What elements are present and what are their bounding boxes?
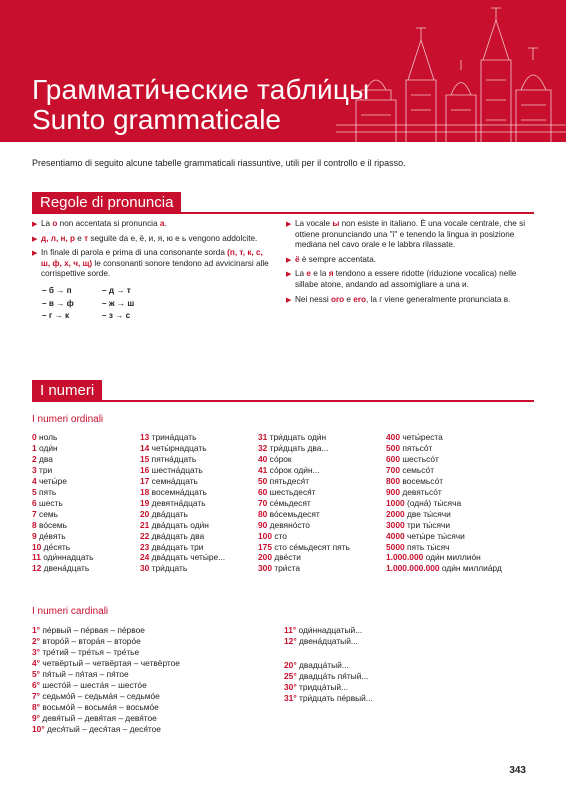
number-row xyxy=(386,531,536,542)
number-value: 22 xyxy=(140,530,150,541)
numbers-column-1 xyxy=(32,432,140,574)
consonant-pair: – з → с xyxy=(102,311,131,321)
number-word: пятна́дцать xyxy=(151,453,197,464)
number-word: шесть xyxy=(39,497,63,508)
number-word: девяно́сто xyxy=(269,519,310,530)
rule-item: ▶ Nei nessi oro e ero, la г viene generalmente pronunciata в. xyxy=(286,295,530,306)
number-value: 4 xyxy=(32,475,37,486)
pronuncia-left-column xyxy=(32,219,272,322)
section-numeri-heading xyxy=(32,380,102,402)
intro-text: Presentiamo di seguito alcune tabelle grammaticali riassuntive, utili per il controllo e il ripasso. xyxy=(32,158,406,168)
pronuncia-right-column xyxy=(286,219,530,309)
number-row xyxy=(258,432,384,443)
section-divider xyxy=(32,400,534,402)
number-value: 8 xyxy=(32,519,37,530)
number-word: четы́рнадцать xyxy=(151,442,207,453)
number-value: 11 xyxy=(32,552,41,563)
number-word: восьмо́й – восьма́я – восьмо́е xyxy=(42,701,159,712)
number-word: шестьдеся́т xyxy=(269,486,316,497)
consonant-pair: – б → п xyxy=(42,285,72,295)
number-value: 700 xyxy=(386,464,400,475)
number-word: три́дцать два... xyxy=(269,442,329,453)
number-value: 2 xyxy=(32,453,37,464)
number-row xyxy=(386,476,536,487)
page-number: 343 xyxy=(509,765,526,776)
number-word: двадца́ть пя́тый... xyxy=(299,670,369,681)
number-row xyxy=(386,542,536,553)
number-word: четы́ре ты́сячи xyxy=(406,530,465,541)
number-row xyxy=(140,542,260,553)
number-word: сто xyxy=(274,530,287,541)
number-row xyxy=(32,563,140,574)
number-word: восемна́дцать xyxy=(151,486,207,497)
number-word: пять xyxy=(39,486,57,497)
number-value: 900 xyxy=(386,486,400,497)
number-word: де́вять xyxy=(39,530,66,541)
number-word: пя́тый – пя́тая – пя́тое xyxy=(42,668,129,679)
number-row xyxy=(32,509,140,520)
number-row xyxy=(386,465,536,476)
number-word: шестна́дцать xyxy=(151,464,203,475)
number-word: девятьсо́т xyxy=(402,486,442,497)
number-row xyxy=(32,669,272,680)
number-word: второ́й – втора́я – второ́е xyxy=(42,635,141,646)
number-value: 5° xyxy=(32,668,41,679)
number-value: 16 xyxy=(140,464,150,475)
number-value: 15 xyxy=(140,453,150,464)
number-value: 2000 xyxy=(386,508,405,519)
number-word: оди́ннадцатый... xyxy=(298,625,363,635)
cardinal-column-2a xyxy=(284,625,524,647)
rule-item: ▶ д, л, н, р e т seguite da e, ё, и, я, ю e ь vengono addolcite. xyxy=(32,234,272,245)
number-word: во́семьдесят xyxy=(269,508,320,519)
number-row xyxy=(386,552,536,563)
number-row xyxy=(32,713,272,724)
number-word: шестьсо́т xyxy=(402,453,439,464)
number-value: 5000 xyxy=(386,541,405,552)
number-value: 3° xyxy=(32,646,41,657)
numbers-column-3 xyxy=(258,432,384,574)
number-value: 40 xyxy=(258,453,268,464)
number-value: 800 xyxy=(386,475,400,486)
number-row xyxy=(32,520,140,531)
number-word: семь xyxy=(39,508,58,519)
number-word: четы́реста xyxy=(402,432,443,442)
number-row xyxy=(140,498,260,509)
number-word: двена́дцатый... xyxy=(299,635,358,646)
number-value: 4° xyxy=(32,657,41,668)
number-word: четы́ре xyxy=(39,475,67,486)
number-row xyxy=(386,487,536,498)
number-value: 1° xyxy=(32,625,41,635)
number-word: две ты́сячи xyxy=(406,508,451,519)
cardinal-column-1 xyxy=(32,625,272,735)
number-row xyxy=(32,702,272,713)
number-value: 1.000.000 xyxy=(386,552,424,563)
consonant-pair: – г → к xyxy=(42,311,70,321)
number-value: 13 xyxy=(140,432,150,442)
number-value: 50 xyxy=(258,475,268,486)
number-row xyxy=(284,693,524,704)
number-row xyxy=(140,454,260,465)
number-value: 3000 xyxy=(386,519,405,530)
number-value: 8° xyxy=(32,701,41,712)
number-word: оди́н миллиа́рд xyxy=(441,563,502,574)
number-row xyxy=(32,432,140,443)
rule-item: ▶ In finale di parola e prima di una consonante sorda (п, т, к, с, ш, ф, х, ч, щ) le consonanti sonore tendono ad avvicinarsi alle corrispettive sorde. xyxy=(32,248,269,279)
number-row xyxy=(32,465,140,476)
bullet-icon: ▶ xyxy=(32,221,38,228)
rule-item: ▶ La vocale ы non esiste in italiano. È una vocale centrale, che si ottiene pronunciando una "i" e tenendo la lingua in posizione mediana nel cavo orale e le labbra rilassate. xyxy=(286,219,526,250)
number-row xyxy=(32,647,272,658)
number-word: пе́рвый – пе́рвая – пе́рвое xyxy=(42,625,145,635)
number-value: 23 xyxy=(140,541,150,552)
number-value: 1 xyxy=(32,442,37,453)
number-row xyxy=(140,509,260,520)
number-word: трина́дцать xyxy=(151,432,197,442)
number-word: три xyxy=(39,464,53,475)
number-row xyxy=(284,682,524,693)
number-value: 90 xyxy=(258,519,268,530)
bullet-icon: ▶ xyxy=(286,221,292,228)
number-row xyxy=(258,531,384,542)
number-row xyxy=(32,636,272,647)
number-value: 19 xyxy=(140,497,150,508)
number-word: два́дцать четы́ре... xyxy=(151,552,226,563)
number-value: 3 xyxy=(32,464,37,475)
number-row xyxy=(140,520,260,531)
number-word: два́дцать оди́н xyxy=(151,519,209,530)
number-row xyxy=(258,520,384,531)
number-word: три́ста xyxy=(274,563,301,574)
kremlin-illustration xyxy=(336,0,566,142)
number-value: 600 xyxy=(386,453,400,464)
number-word: четвёртый – четвёртая – четвёртое xyxy=(42,657,180,668)
number-value: 10° xyxy=(32,723,45,734)
number-word: тридца́тый... xyxy=(299,681,349,692)
bullet-icon: ▶ xyxy=(32,235,38,243)
bullet-icon: ▶ xyxy=(32,250,38,258)
number-word: семьсо́т xyxy=(402,464,435,475)
number-value: 5 xyxy=(32,486,37,497)
bullet-icon: ▶ xyxy=(286,296,292,304)
number-word: со́рок оди́н... xyxy=(269,464,320,475)
number-word: два xyxy=(39,453,53,464)
number-word: три́дцать оди́н xyxy=(269,432,327,442)
number-row xyxy=(258,563,384,574)
number-word: во́семь xyxy=(39,519,67,530)
subheading-ordinali: I numeri ordinali xyxy=(32,414,104,425)
number-value: 10 xyxy=(32,541,42,552)
section-divider xyxy=(32,212,534,214)
number-value: 11° xyxy=(284,625,297,635)
number-row xyxy=(32,552,140,563)
number-word: се́мьдесят xyxy=(269,497,311,508)
rule-item: ▶ La e e la я tendono a essere ridotte (riduzione vocalica) nelle sillabe atone, andando ad assomigliare a una и. xyxy=(286,269,517,289)
number-value: 30° xyxy=(284,681,297,692)
number-value: 31° xyxy=(284,692,297,703)
number-value: 12° xyxy=(284,635,297,646)
number-row xyxy=(32,487,140,498)
number-row xyxy=(140,476,260,487)
number-value: 500 xyxy=(386,442,400,453)
number-word: семна́дцать xyxy=(151,475,198,486)
number-value: 60 xyxy=(258,486,268,497)
number-row xyxy=(258,509,384,520)
number-word: пятьсо́т xyxy=(402,442,433,453)
header-banner xyxy=(0,0,566,142)
number-value: 200 xyxy=(258,552,272,563)
number-row xyxy=(32,531,140,542)
number-word: два́дцать три xyxy=(151,541,204,552)
number-word: де́сять xyxy=(43,541,71,552)
number-word: три ты́сячи xyxy=(406,519,451,530)
number-value: 14 xyxy=(140,442,150,453)
number-row xyxy=(258,465,384,476)
number-value: 1.000.000.000 xyxy=(386,563,440,574)
number-word: пятьдеся́т xyxy=(269,475,310,486)
number-value: 32 xyxy=(258,442,268,453)
number-value: 12 xyxy=(32,563,42,574)
number-row xyxy=(386,432,536,443)
number-value: 0 xyxy=(32,432,37,442)
number-word: деся́тый – деся́тая – деся́тое xyxy=(47,723,161,734)
number-row xyxy=(32,498,140,509)
consonant-pair: – в → ф xyxy=(42,298,74,308)
number-row xyxy=(140,563,260,574)
number-word: девя́тый – девя́тая – девя́тое xyxy=(42,712,157,723)
number-word: три́дцать xyxy=(151,563,188,574)
section-title: Regole di pronuncia xyxy=(32,192,181,214)
number-row xyxy=(140,552,260,563)
number-word: три́дцать пе́рвый... xyxy=(299,692,373,703)
number-value: 9 xyxy=(32,530,37,541)
numbers-column-4 xyxy=(386,432,536,574)
number-value: 30 xyxy=(140,563,150,574)
number-word: шесто́й – шеста́я – шесто́е xyxy=(42,679,147,690)
number-row xyxy=(258,542,384,553)
number-row xyxy=(258,552,384,563)
number-row xyxy=(386,520,536,531)
number-value: 100 xyxy=(258,530,272,541)
number-word: оди́ннадцать xyxy=(43,552,94,563)
numbers-column-2 xyxy=(140,432,260,574)
consonant-pair: – ж → ш xyxy=(102,298,135,308)
number-row xyxy=(284,636,524,647)
number-row xyxy=(140,531,260,542)
number-row xyxy=(140,487,260,498)
number-value: 300 xyxy=(258,563,272,574)
number-row xyxy=(32,680,272,691)
number-value: 20° xyxy=(284,660,297,670)
number-value: 41 xyxy=(258,464,268,475)
number-value: 18 xyxy=(140,486,150,497)
number-word: со́рок xyxy=(269,453,292,464)
number-value: 6 xyxy=(32,497,37,508)
number-value: 70 xyxy=(258,497,268,508)
subheading-cardinali: I numeri cardinali xyxy=(32,606,109,617)
page-title-italian: Sunto grammaticale xyxy=(32,104,282,135)
number-word: двадца́тый... xyxy=(299,660,349,670)
number-row xyxy=(284,660,524,671)
number-row xyxy=(386,563,536,574)
bullet-icon: ▶ xyxy=(286,256,292,264)
number-word: пять ты́сяч xyxy=(406,541,450,552)
number-row xyxy=(258,487,384,498)
number-value: 20 xyxy=(140,508,150,519)
consonant-pairs xyxy=(42,286,272,322)
number-word: оди́н xyxy=(39,442,58,453)
number-word: ноль xyxy=(39,432,58,442)
number-value: 9° xyxy=(32,712,41,723)
number-row xyxy=(258,454,384,465)
number-word: сто се́мьдесят пять xyxy=(274,541,350,552)
number-row xyxy=(32,658,272,669)
number-word: двена́дцать xyxy=(43,563,90,574)
number-row xyxy=(32,476,140,487)
number-row xyxy=(258,498,384,509)
rule-item: ▶ La o non accentata si pronuncia a. xyxy=(32,219,272,230)
number-value: 7 xyxy=(32,508,37,519)
number-word: две́сти xyxy=(274,552,301,563)
rule-item: ▶ ё è sempre accentata. xyxy=(286,255,530,266)
page-title-russian: Граммати́ческие табли́цы xyxy=(32,74,370,105)
number-row xyxy=(32,443,140,454)
number-value: 7° xyxy=(32,690,41,701)
number-row xyxy=(32,625,272,636)
number-word: два́дцать два xyxy=(151,530,205,541)
bullet-icon: ▶ xyxy=(286,271,292,279)
section-pronuncia-heading xyxy=(32,192,181,214)
number-value: 400 xyxy=(386,432,400,442)
number-word: восемьсо́т xyxy=(402,475,444,486)
number-row xyxy=(284,671,524,682)
number-row xyxy=(140,432,260,443)
number-row xyxy=(386,509,536,520)
number-row xyxy=(140,465,260,476)
number-row xyxy=(32,542,140,553)
number-row xyxy=(140,443,260,454)
number-value: 2° xyxy=(32,635,41,646)
section-title: I numeri xyxy=(32,380,102,402)
number-word: девятна́дцать xyxy=(151,497,206,508)
number-row xyxy=(284,625,524,636)
number-value: 1000 xyxy=(386,497,405,508)
number-value: 21 xyxy=(140,519,150,530)
number-value: 4000 xyxy=(386,530,405,541)
number-value: 31 xyxy=(258,432,268,442)
cardinal-column-2b xyxy=(284,660,524,704)
number-value: 17 xyxy=(140,475,150,486)
number-word: (одна́) ты́сяча xyxy=(406,497,462,508)
number-row xyxy=(258,476,384,487)
number-value: 175 xyxy=(258,541,272,552)
number-row xyxy=(386,443,536,454)
number-word: оди́н миллио́н xyxy=(425,552,481,563)
number-row xyxy=(258,443,384,454)
number-row xyxy=(386,498,536,509)
number-word: два́дцать xyxy=(151,508,188,519)
number-word: тре́тий – тре́тья – тре́тье xyxy=(42,646,140,657)
number-value: 6° xyxy=(32,679,41,690)
number-value: 25° xyxy=(284,670,297,681)
number-row xyxy=(32,454,140,465)
number-word: седьмо́й – седьма́я – седьмо́е xyxy=(42,690,160,701)
number-row xyxy=(32,691,272,702)
number-row xyxy=(386,454,536,465)
consonant-pair: – д → т xyxy=(102,285,131,295)
number-value: 80 xyxy=(258,508,268,519)
number-row xyxy=(32,724,272,735)
number-value: 24 xyxy=(140,552,150,563)
